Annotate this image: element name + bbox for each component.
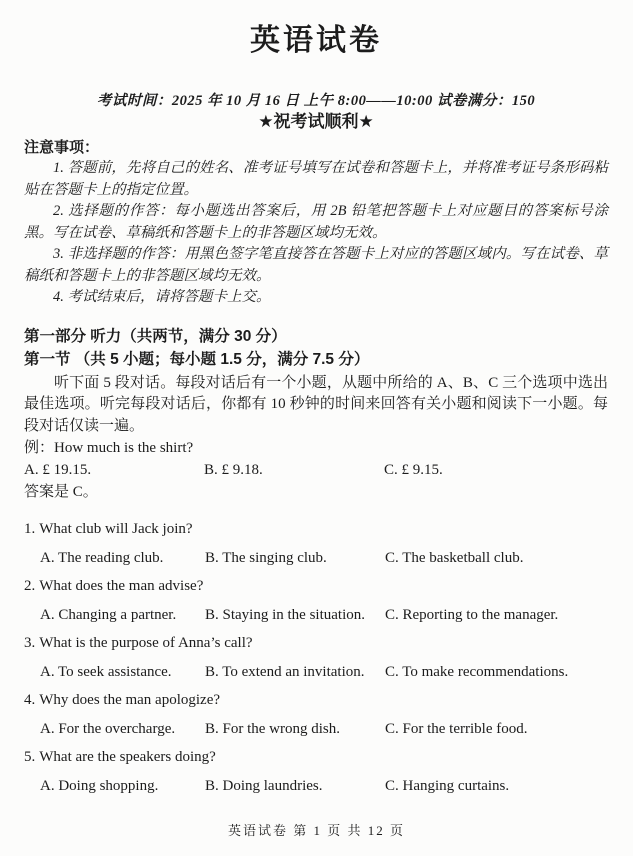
question-3-text bbox=[24, 629, 608, 658]
question-5 bbox=[24, 743, 608, 800]
question-1-number: 1. bbox=[24, 521, 36, 537]
example-option-c: C. £ 9.15. bbox=[384, 462, 443, 478]
question-3-option-b: B. To extend an invitation. bbox=[205, 664, 365, 680]
question-2-option-b: B. Staying in the situation. bbox=[205, 607, 365, 623]
part1-heading: 第一部分 听力（共两节，满分 30 分） bbox=[24, 327, 287, 345]
listening-instructions: 听下面 5 段对话。每段对话后有一个小题，从题中所给的 A、B、C 三个选项中选出最佳选项。听完每段对话后，你都有 10 秒钟的时间来回答有关小题和阅读下一小题。每段对话仅读一遍。 bbox=[24, 374, 608, 434]
question-3-number: 3. bbox=[24, 635, 36, 651]
question-3-prompt: What is the purpose of Anna’s call? bbox=[39, 635, 253, 651]
question-1-text bbox=[24, 515, 608, 544]
question-5-prompt: What are the speakers doing? bbox=[39, 749, 216, 765]
question-4-number: 4. bbox=[24, 692, 36, 708]
page-footer: 英语试卷 第 1 页 共 12 页 bbox=[227, 823, 405, 838]
question-2-option-c: C. Reporting to the manager. bbox=[385, 607, 559, 623]
question-5-text bbox=[24, 743, 608, 772]
question-1-option-c: C. The basketball club. bbox=[385, 550, 524, 566]
question-2-text bbox=[24, 572, 608, 601]
question-2-prompt: What does the man advise? bbox=[39, 578, 204, 594]
section1-heading: 第一节 （共 5 小题；每小题 1.5 分，满分 7.5 分） bbox=[24, 350, 370, 368]
question-4-option-b: B. For the wrong dish. bbox=[205, 721, 340, 737]
example-answer: 答案是 C。 bbox=[24, 484, 98, 500]
question-4-options bbox=[40, 715, 608, 743]
question-2 bbox=[24, 572, 608, 629]
notice-item-4: 4. 考试结束后，请将答题卡上交。 bbox=[53, 289, 271, 305]
notice-item-2: 2. 选择题的作答：每小题选出答案后，用 2B 铅笔把答题卡上对应题目的答案标号涂黑。写在试卷、草稿纸和答题卡上的非答题区域均无效。 bbox=[24, 203, 608, 241]
question-2-options bbox=[40, 601, 608, 629]
question-5-option-c: C. Hanging curtains. bbox=[385, 778, 510, 794]
question-5-option-a: A. Doing shopping. bbox=[40, 778, 159, 794]
question-3-options bbox=[40, 658, 608, 686]
question-4 bbox=[24, 686, 608, 743]
question-2-option-a: A. Changing a partner. bbox=[40, 607, 177, 623]
question-list bbox=[24, 515, 608, 800]
notice-item-3: 3. 非选择题的作答：用黑色签字笔直接答在答题卡上对应的答题区域内。写在试卷、草稿纸和答题卡上的非答题区域均无效。 bbox=[24, 246, 608, 284]
question-1-prompt: What club will Jack join? bbox=[39, 521, 193, 537]
question-4-prompt: Why does the man apologize? bbox=[39, 692, 221, 708]
question-3 bbox=[24, 629, 608, 686]
question-4-text bbox=[24, 686, 608, 715]
exam-wish-line: ★祝考试顺利★ bbox=[258, 112, 374, 131]
question-5-options bbox=[40, 772, 608, 800]
notice-item-1: 1. 答题前，先将自己的姓名、准考证号填写在试卷和答题卡上，并将准考证号条形码粘贴在答题卡上的指定位置。 bbox=[24, 160, 608, 198]
question-3-option-c: C. To make recommendations. bbox=[385, 664, 569, 680]
question-5-option-b: B. Doing laundries. bbox=[205, 778, 323, 794]
question-1-options bbox=[40, 544, 608, 572]
question-3-option-a: A. To seek assistance. bbox=[40, 664, 172, 680]
exam-info-line: 考试时间：2025 年 10 月 16 日 上午 8:00——10:00 试卷满分：150 bbox=[96, 93, 536, 109]
question-1-option-a: A. The reading club. bbox=[40, 550, 164, 566]
example-prompt: 例：How much is the shirt? bbox=[24, 440, 194, 456]
page-title: 英语试卷 bbox=[250, 24, 382, 57]
question-1-option-b: B. The singing club. bbox=[205, 550, 327, 566]
question-2-number: 2. bbox=[24, 578, 36, 594]
example-options-row bbox=[24, 459, 608, 481]
question-4-option-a: A. For the overcharge. bbox=[40, 721, 176, 737]
question-4-option-c: C. For the terrible food. bbox=[385, 721, 528, 737]
example-option-b: B. £ 9.18. bbox=[204, 462, 263, 478]
question-1 bbox=[24, 515, 608, 572]
example-option-a: A. £ 19.15. bbox=[24, 462, 92, 478]
notice-heading: 注意事项： bbox=[24, 139, 100, 156]
question-5-number: 5. bbox=[24, 749, 36, 765]
